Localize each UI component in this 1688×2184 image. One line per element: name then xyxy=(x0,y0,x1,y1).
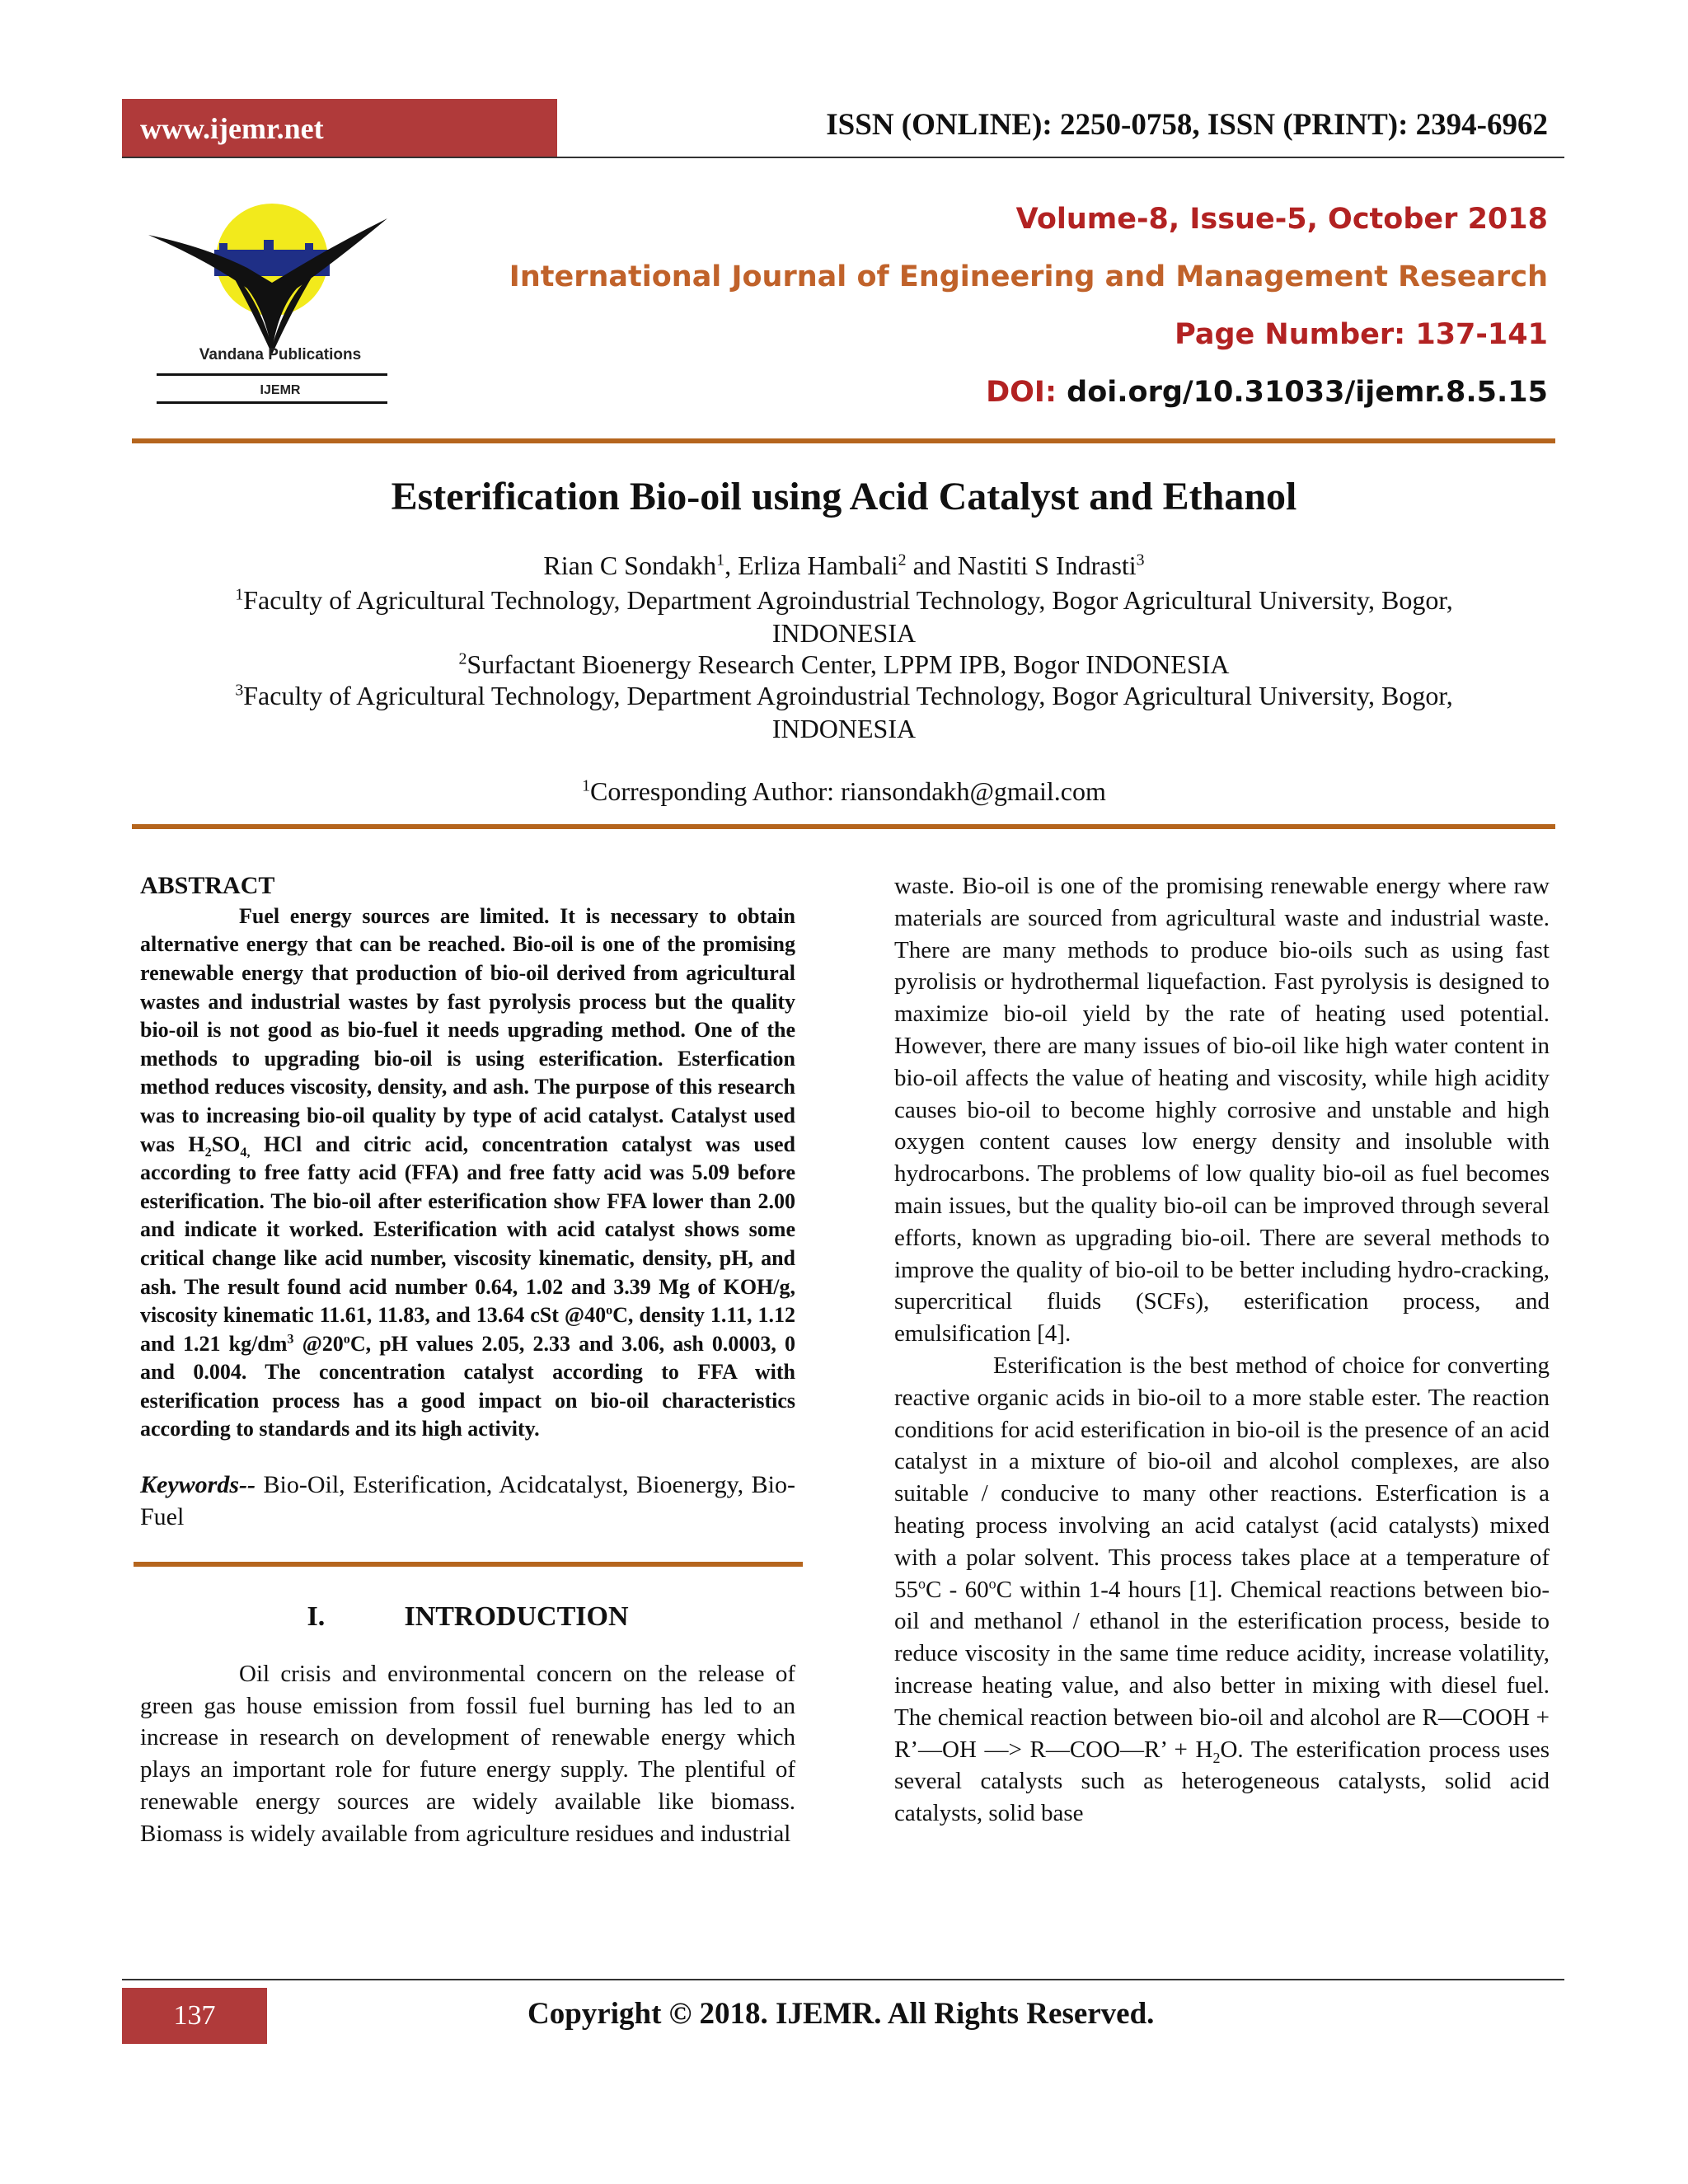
author-2-mark: 2 xyxy=(898,551,907,569)
affiliation-1-line2: INDONESIA xyxy=(771,618,917,648)
right-p2-text-a: Esterification is the best method of choice for converting reactive organic acids in bio-oil to a more stable ester. The reaction conditions for acid esterification in bio-oil is the presence of an acid catalyst in a mixture of bio-oil and alcohol complexes, are also suitable / conducive to many other reactions. Esterfication is a heating process involving an acid catalyst (acid catalysts) mixed with a polar solvent. This process takes place at a temperature of 55 xyxy=(894,1352,1550,1603)
authors-line xyxy=(0,551,1688,581)
doi-label: DOI: xyxy=(986,376,1057,409)
affiliation-3-mark: 3 xyxy=(235,681,244,700)
keywords-label: Keywords-- xyxy=(140,1471,256,1499)
affiliation-1-line1: Faculty of Agricultural Technology, Department Agroindustrial Technology, Bogor Agricultural University, Bogor, xyxy=(243,585,1453,615)
abstract-degree-1: o xyxy=(606,1303,613,1318)
logo-publisher-name: Vandana Publications xyxy=(199,346,362,363)
section-number: I. xyxy=(307,1601,326,1633)
doi-line xyxy=(986,376,1548,409)
issn-text: ISSN (ONLINE): 2250-0758, ISSN (PRINT): 2394-6962 xyxy=(826,108,1548,142)
affiliation-3-line1: Faculty of Agricultural Technology, Department Agroindustrial Technology, Bogor Agricultural University, Bogor, xyxy=(243,681,1453,710)
affiliation-1-mark: 1 xyxy=(235,585,244,604)
affiliation-3 xyxy=(0,681,1688,711)
abstract-text-5: @20 xyxy=(293,1331,344,1356)
right-p2-text-b: C - 60 xyxy=(925,1576,989,1603)
journal-name: International Journal of Engineering and Management Research xyxy=(509,260,1548,293)
abstract-divider xyxy=(134,1562,803,1567)
logo-abbrev: IJEMR xyxy=(260,383,301,397)
abstract-heading: ABSTRACT xyxy=(140,872,275,899)
corresponding-author xyxy=(0,776,1688,807)
abstract-text-4: C, density 1.11, 1.12 and 1.21 kg/dm xyxy=(140,1303,795,1356)
title-divider-bottom xyxy=(132,824,1555,829)
author-1: Rian C Sondakh xyxy=(543,551,717,580)
logo-rule-bottom xyxy=(157,401,387,404)
right-p2-text-c: C within 1-4 hours [1]. Chemical reactions between bio-oil and methanol / ethanol in the esterification process, beside to reduce viscosity in the same time reduce acidity, increase volatility, increase heating value, and also better in mixing with diesel fuel. The chemical reaction between bio-oil and alcohol are R—COOH + R’—OH —> R—COO—R’ + H xyxy=(894,1576,1550,1763)
header-divider xyxy=(122,157,1564,158)
abstract-text-2: SO xyxy=(211,1132,241,1156)
affiliation-2 xyxy=(0,649,1688,680)
affiliation-1 xyxy=(0,585,1688,616)
author-1-mark: 1 xyxy=(716,551,725,569)
journal-website-link[interactable]: www.ijemr.net xyxy=(122,99,557,158)
title-divider-top xyxy=(132,438,1555,443)
abstract-text-1: Fuel energy sources are limited. It is necessary to obtain alternative energy that can be reached. Bio-oil is one of the promising renewable energy that production of bio-oil derived from agricultural wastes and industrial wastes by fast pyrolysis process but the quality bio-oil is not good as bio-fuel it needs upgrading method. One of the methods to upgrading bio-oil is using esterification. Esterfication method reduces viscosity, density, and ash. The purpose of this research was to increasing bio-oil quality by type of acid catalyst. Catalyst used was H xyxy=(140,903,795,1156)
abstract-sub-4: 4, xyxy=(240,1145,251,1160)
right-p2-text-d: O. The esterification process uses several catalysts such as heterogeneous catalysts, solid acid catalysts, solid base xyxy=(894,1736,1550,1827)
left-column xyxy=(140,870,795,1850)
page-number: Page Number: 137-141 xyxy=(1175,318,1548,351)
right-paragraph-1: waste. Bio-oil is one of the promising renewable energy where raw materials are sourced from agricultural waste and industrial waste. There are many methods to produce bio-oils such as using fast pyrolisis or hydrothermal liquefaction. Fast pyrolysis is designed to maximize bio-oil yield by the rate of heating used potential. However, there are many issues of bio-oil like high water content in bio-oil affects the value of heating and viscosity, while high acidity causes bio-oil to become highly corrosive and unstable and high oxygen content causes low energy density and insoluble with hydrocarbons. The problems of low quality bio-oil as fuel becomes main issues, but the quality bio-oil can be improved through several efforts, known as upgrading bio-oil. There are several methods to improve the quality of bio-oil to be better including hydro-cracking, supercritical fluids (SCFs), esterification process, and emulsification [4]. xyxy=(894,873,1550,1347)
right-degree-1: o xyxy=(918,1574,926,1591)
corresponding-mark: 1 xyxy=(582,776,591,795)
author-2: Erliza Hambali xyxy=(738,551,898,580)
right-sub-2: 2 xyxy=(1212,1749,1221,1766)
author-3-mark: 3 xyxy=(1136,551,1145,569)
footer-divider xyxy=(122,1979,1564,1980)
abstract-cube: 3 xyxy=(287,1332,294,1347)
keywords xyxy=(140,1469,795,1533)
doi-link[interactable]: doi.org/10.31033/ijemr.8.5.15 xyxy=(1067,376,1548,409)
right-column xyxy=(894,870,1550,1830)
abstract-degree-2: o xyxy=(343,1332,350,1347)
author-sep: , xyxy=(724,551,738,580)
abstract-body xyxy=(140,902,795,1444)
author-sep-and: and xyxy=(906,551,958,580)
right-paragraph-2 xyxy=(894,1350,1550,1830)
abstract-text-3: HCl and citric acid, concentration catalyst was used according to free fatty acid (FFA) and free fatty acid was 5.09 before esterification. The bio-oil after esterification show FFA lower than 2.00 and indicate it worked. Esterification with acid catalyst shows some critical change like acid number, viscosity kinematic, density, pH, and ash. The result found acid number 0.64, 1.02 and 3.39 Mg of KOH/g, viscosity kinematic 11.61, 11.83, and 13.64 cSt @40 xyxy=(140,1132,795,1328)
paper-title: Esterification Bio-oil using Acid Catalyst and Ethanol xyxy=(391,475,1297,518)
page-number-box: 137 xyxy=(122,1988,267,2044)
right-degree-2: o xyxy=(988,1574,996,1591)
author-3: Nastiti S Indrasti xyxy=(957,551,1137,580)
logo-rule-top xyxy=(157,373,387,376)
corresponding-text: Corresponding Author: riansondakh@gmail.com xyxy=(590,776,1106,806)
keywords-text: Bio-Oil, Esterification, Acidcatalyst, Bioenergy, Bio-Fuel xyxy=(140,1471,795,1531)
affiliation-2-mark: 2 xyxy=(458,649,467,668)
affiliation-2-line: Surfactant Bioenergy Research Center, LPPM IPB, Bogor INDONESIA xyxy=(467,649,1230,679)
section-heading-introduction xyxy=(140,1601,795,1633)
affiliation-3-line2: INDONESIA xyxy=(771,714,917,743)
section-title: INTRODUCTION xyxy=(404,1601,629,1633)
volume-issue: Volume-8, Issue-5, October 2018 xyxy=(1015,203,1548,236)
copyright-notice: Copyright © 2018. IJEMR. All Rights Reserved. xyxy=(528,1997,1155,2031)
publisher-logo xyxy=(140,185,404,416)
abstract-sub-2: 2 xyxy=(204,1145,212,1160)
abstract-text-6: C, pH values 2.05, 2.33 and 3.06, ash 0.0003, 0 and 0.004. The concentration catalyst according to FFA with esterification process has a good impact on bio-oil characteristics according to standards and its high activity. xyxy=(140,1331,795,1441)
intro-paragraph-1: Oil crisis and environmental concern on the release of green gas house emission from fossil fuel burning has led to an increase in research on development of renewable energy which plays an important role for future energy supply. The plentiful of renewable energy sources are widely available like biomass. Biomass is widely available from agriculture residues and industrial xyxy=(140,1660,795,1847)
